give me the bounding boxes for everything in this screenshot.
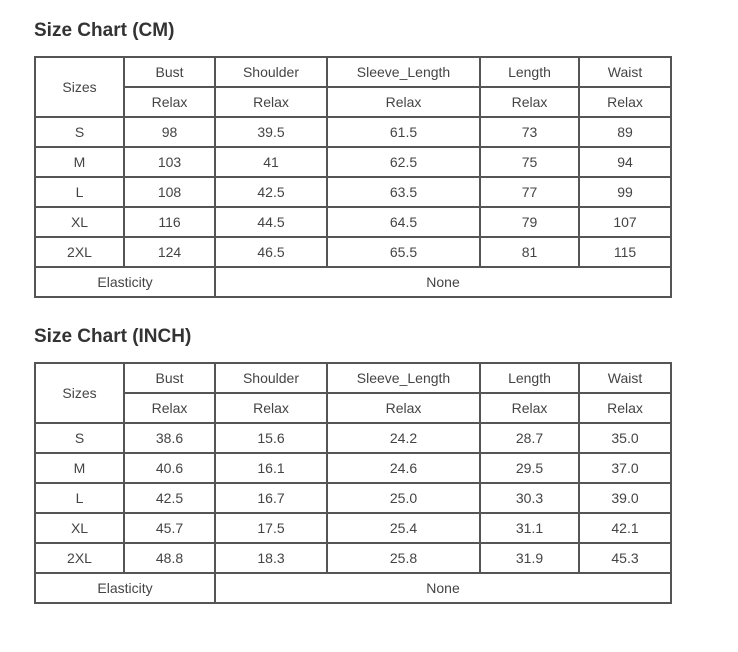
table-cell: 116 xyxy=(124,207,215,237)
table-cell: 18.3 xyxy=(215,543,327,573)
table-cell: 48.8 xyxy=(124,543,215,573)
table-cell: 89 xyxy=(579,117,671,147)
column-header-waist: Waist xyxy=(579,363,671,393)
table-cell: 75 xyxy=(480,147,579,177)
table-cell: 65.5 xyxy=(327,237,480,267)
table-cell: 108 xyxy=(124,177,215,207)
table-cell: 25.4 xyxy=(327,513,480,543)
table-cell: 61.5 xyxy=(327,117,480,147)
size-label-cell: 2XL xyxy=(35,543,124,573)
fit-cell: Relax xyxy=(215,87,327,117)
table-cell: 62.5 xyxy=(327,147,480,177)
fit-row xyxy=(35,393,671,423)
table-cell: 16.1 xyxy=(215,453,327,483)
table-cell: 15.6 xyxy=(215,423,327,453)
table-cell: 39.5 xyxy=(215,117,327,147)
table-cell: 31.9 xyxy=(480,543,579,573)
table-cell: 79 xyxy=(480,207,579,237)
fit-row xyxy=(35,87,671,117)
table-row xyxy=(35,513,671,543)
column-header-shoulder: Shoulder xyxy=(215,57,327,87)
fit-cell: Relax xyxy=(327,87,480,117)
table-cell: 41 xyxy=(215,147,327,177)
sizes-header-cell: Sizes xyxy=(35,363,124,423)
table-row xyxy=(35,453,671,483)
table-cell: 30.3 xyxy=(480,483,579,513)
table-header-row xyxy=(35,57,671,87)
table-cell: 73 xyxy=(480,117,579,147)
table-row xyxy=(35,543,671,573)
fit-cell: Relax xyxy=(480,87,579,117)
fit-cell: Relax xyxy=(215,393,327,423)
table-cell: 25.8 xyxy=(327,543,480,573)
size-label-cell: S xyxy=(35,117,124,147)
column-header-sleeve-length: Sleeve_Length xyxy=(327,57,480,87)
table-cell: 81 xyxy=(480,237,579,267)
table-cell: 24.6 xyxy=(327,453,480,483)
size-label-cell: M xyxy=(35,453,124,483)
table-cell: 94 xyxy=(579,147,671,177)
size-chart-inch-table xyxy=(34,362,672,604)
table-cell: 44.5 xyxy=(215,207,327,237)
size-chart-cm-title: Size Chart (CM) xyxy=(34,20,175,41)
table-row xyxy=(35,117,671,147)
fit-cell: Relax xyxy=(124,393,215,423)
elasticity-value: None xyxy=(215,267,671,297)
size-label-cell: L xyxy=(35,483,124,513)
size-chart-cm-table xyxy=(34,56,672,298)
size-label-cell: 2XL xyxy=(35,237,124,267)
table-cell: 28.7 xyxy=(480,423,579,453)
table-cell: 77 xyxy=(480,177,579,207)
table-cell: 42.1 xyxy=(579,513,671,543)
table-cell: 99 xyxy=(579,177,671,207)
table-row xyxy=(35,147,671,177)
table-cell: 39.0 xyxy=(579,483,671,513)
table-cell: 24.2 xyxy=(327,423,480,453)
fit-cell: Relax xyxy=(480,393,579,423)
elasticity-value: None xyxy=(215,573,671,603)
table-cell: 124 xyxy=(124,237,215,267)
table-cell: 25.0 xyxy=(327,483,480,513)
elasticity-label: Elasticity xyxy=(35,573,215,603)
table-cell: 29.5 xyxy=(480,453,579,483)
table-cell: 42.5 xyxy=(124,483,215,513)
table-cell: 107 xyxy=(579,207,671,237)
table-cell: 35.0 xyxy=(579,423,671,453)
table-cell: 63.5 xyxy=(327,177,480,207)
table-cell: 98 xyxy=(124,117,215,147)
size-chart-inch-title: Size Chart (INCH) xyxy=(34,326,192,347)
column-header-waist: Waist xyxy=(579,57,671,87)
column-header-bust: Bust xyxy=(124,57,215,87)
size-label-cell: XL xyxy=(35,207,124,237)
table-cell: 46.5 xyxy=(215,237,327,267)
elasticity-row xyxy=(35,573,671,603)
fit-cell: Relax xyxy=(327,393,480,423)
column-header-sleeve-length: Sleeve_Length xyxy=(327,363,480,393)
table-cell: 64.5 xyxy=(327,207,480,237)
table-cell: 17.5 xyxy=(215,513,327,543)
column-header-length: Length xyxy=(480,363,579,393)
elasticity-label: Elasticity xyxy=(35,267,215,297)
fit-cell: Relax xyxy=(124,87,215,117)
size-label-cell: M xyxy=(35,147,124,177)
table-cell: 38.6 xyxy=(124,423,215,453)
table-row xyxy=(35,177,671,207)
column-header-length: Length xyxy=(480,57,579,87)
table-header-row xyxy=(35,363,671,393)
table-cell: 37.0 xyxy=(579,453,671,483)
fit-cell: Relax xyxy=(579,87,671,117)
table-cell: 31.1 xyxy=(480,513,579,543)
size-label-cell: L xyxy=(35,177,124,207)
table-cell: 45.7 xyxy=(124,513,215,543)
fit-cell: Relax xyxy=(579,393,671,423)
sizes-header-cell: Sizes xyxy=(35,57,124,117)
table-cell: 103 xyxy=(124,147,215,177)
column-header-shoulder: Shoulder xyxy=(215,363,327,393)
table-row xyxy=(35,237,671,267)
table-cell: 16.7 xyxy=(215,483,327,513)
table-row xyxy=(35,483,671,513)
table-cell: 115 xyxy=(579,237,671,267)
size-label-cell: S xyxy=(35,423,124,453)
table-cell: 45.3 xyxy=(579,543,671,573)
table-cell: 40.6 xyxy=(124,453,215,483)
table-row xyxy=(35,207,671,237)
table-row xyxy=(35,423,671,453)
elasticity-row xyxy=(35,267,671,297)
table-cell: 42.5 xyxy=(215,177,327,207)
column-header-bust: Bust xyxy=(124,363,215,393)
size-label-cell: XL xyxy=(35,513,124,543)
